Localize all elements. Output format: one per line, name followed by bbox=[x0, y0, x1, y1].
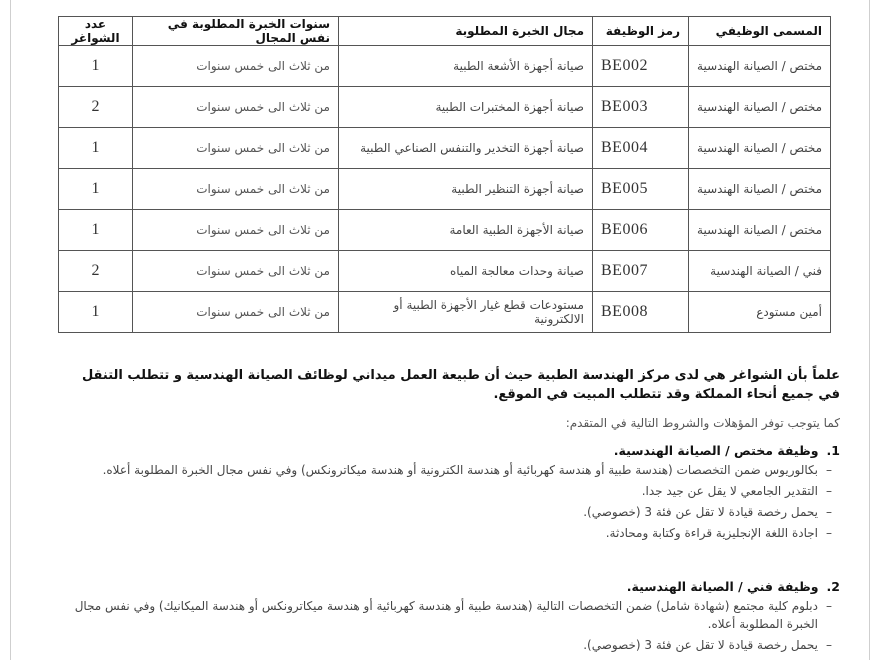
dash-bullet: – bbox=[826, 638, 832, 652]
cell-job-code: BE008 bbox=[593, 292, 689, 333]
table-row bbox=[59, 169, 831, 210]
cell-vacancy-count: 2 bbox=[59, 87, 133, 128]
section-1-number: 1. bbox=[826, 443, 840, 458]
cell-job-code: BE006 bbox=[593, 210, 689, 251]
requirement-text: يحمل رخصة قيادة لا تقل عن فئة 3 (خصوصي). bbox=[583, 505, 818, 519]
cell-experience-years: من ثلاث الى خمس سنوات bbox=[133, 46, 339, 87]
table-row bbox=[59, 251, 831, 292]
cell-job-title: فني / الصيانة الهندسية bbox=[689, 251, 831, 292]
section-2-requirements bbox=[58, 597, 840, 657]
cell-job-code: BE007 bbox=[593, 251, 689, 292]
cell-experience-field: مستودعات قطع غيار الأجهزة الطبية أو الالكترونية bbox=[339, 292, 593, 333]
cell-vacancy-count: 1 bbox=[59, 210, 133, 251]
dash-bullet: – bbox=[826, 599, 832, 613]
table-row bbox=[59, 292, 831, 333]
table-row bbox=[59, 128, 831, 169]
cell-vacancy-count: 1 bbox=[59, 128, 133, 169]
section-1-heading bbox=[58, 442, 840, 460]
cell-experience-field: صيانة وحدات معالجة المياه bbox=[339, 251, 593, 292]
requirement-text: يحمل رخصة قيادة لا تقل عن فئة 3 (خصوصي). bbox=[583, 638, 818, 652]
cell-vacancy-count: 1 bbox=[59, 292, 133, 333]
section-2-number: 2. bbox=[826, 579, 840, 594]
requirement-text: دبلوم كلية مجتمع (شهادة شامل) ضمن التخصصات التالية (هندسة طبية أو هندسة كهربائية أو هندسة ميكاترونكس أو هندسة الميكانيك) وفي نفس مجال الخبرة المطلوبة أعلاه. bbox=[74, 599, 818, 631]
cell-vacancy-count: 1 bbox=[59, 46, 133, 87]
header-experience-years: سنوات الخبرة المطلوبة في نفس المجال bbox=[133, 17, 339, 46]
requirement-text: التقدير الجامعي لا يقل عن جيد جدا. bbox=[641, 484, 818, 498]
list-item bbox=[58, 597, 840, 633]
dash-bullet: – bbox=[826, 484, 832, 498]
cell-job-code: BE004 bbox=[593, 128, 689, 169]
table-header-row bbox=[59, 17, 831, 46]
cell-job-title: مختص / الصيانة الهندسية bbox=[689, 87, 831, 128]
cell-job-title: مختص / الصيانة الهندسية bbox=[689, 210, 831, 251]
section-2-heading bbox=[58, 578, 840, 596]
list-item bbox=[58, 636, 840, 654]
list-item bbox=[58, 503, 840, 521]
vacancies-table bbox=[58, 16, 831, 333]
table-row bbox=[59, 87, 831, 128]
cell-experience-years: من ثلاث الى خمس سنوات bbox=[133, 128, 339, 169]
requirement-text: اجادة اللغة الإنجليزية قراءة وكتابة ومحادثة. bbox=[605, 526, 818, 540]
cell-job-code: BE003 bbox=[593, 87, 689, 128]
table-row bbox=[59, 210, 831, 251]
cell-job-code: BE005 bbox=[593, 169, 689, 210]
header-job-title: المسمى الوظيفي bbox=[689, 17, 831, 46]
cell-experience-years: من ثلاث الى خمس سنوات bbox=[133, 169, 339, 210]
cell-vacancy-count: 1 bbox=[59, 169, 133, 210]
list-item bbox=[58, 461, 840, 479]
cell-experience-field: صيانة الأجهزة الطبية العامة bbox=[339, 210, 593, 251]
dash-bullet: – bbox=[826, 505, 832, 519]
section-1-title: وظيفة مختص / الصيانة الهندسية. bbox=[613, 443, 819, 458]
intro-line: كما يتوجب توفر المؤهلات والشروط التالية في المتقدم: bbox=[565, 416, 840, 430]
list-item bbox=[58, 524, 840, 542]
header-experience-field: مجال الخبرة المطلوبة bbox=[339, 17, 593, 46]
cell-job-title: أمين مستودع bbox=[689, 292, 831, 333]
cell-experience-years: من ثلاث الى خمس سنوات bbox=[133, 292, 339, 333]
header-job-code: رمز الوظيفة bbox=[593, 17, 689, 46]
cell-experience-field: صيانة أجهزة الأشعة الطبية bbox=[339, 46, 593, 87]
cell-experience-years: من ثلاث الى خمس سنوات bbox=[133, 87, 339, 128]
header-vacancy-count: عدد الشواغر bbox=[59, 17, 133, 46]
section-2-title: وظيفة فني / الصيانة الهندسية. bbox=[626, 579, 819, 594]
notice-paragraph: علماً بأن الشواغر هي لدى مركز الهندسة الطبية حيث أن طبيعة العمل ميداني لوظائف الصيانة الهندسية و تتطلب التنقل في جميع أنحاء المملكة وقد تتطلب المبيت في الموقع. bbox=[81, 368, 840, 402]
table-row bbox=[59, 46, 831, 87]
cell-experience-field: صيانة أجهزة المختبرات الطبية bbox=[339, 87, 593, 128]
cell-job-title: مختص / الصيانة الهندسية bbox=[689, 169, 831, 210]
cell-experience-years: من ثلاث الى خمس سنوات bbox=[133, 251, 339, 292]
cell-experience-field: صيانة أجهزة التخدير والتنفس الصناعي الطبية bbox=[339, 128, 593, 169]
requirement-text: بكالوريوس ضمن التخصصات (هندسة طبية أو هندسة كهربائية أو هندسة الكترونية أو هندسة ميكاترونكس) وفي نفس مجال الخبرة المطلوبة أعلاه. bbox=[102, 463, 818, 477]
list-item bbox=[58, 482, 840, 500]
cell-experience-field: صيانة أجهزة التنظير الطبية bbox=[339, 169, 593, 210]
cell-job-title: مختص / الصيانة الهندسية bbox=[689, 46, 831, 87]
dash-bullet: – bbox=[826, 526, 832, 540]
cell-vacancy-count: 2 bbox=[59, 251, 133, 292]
section-1-requirements bbox=[58, 461, 840, 545]
cell-job-code: BE002 bbox=[593, 46, 689, 87]
cell-experience-years: من ثلاث الى خمس سنوات bbox=[133, 210, 339, 251]
cell-job-title: مختص / الصيانة الهندسية bbox=[689, 128, 831, 169]
dash-bullet: – bbox=[826, 463, 832, 477]
